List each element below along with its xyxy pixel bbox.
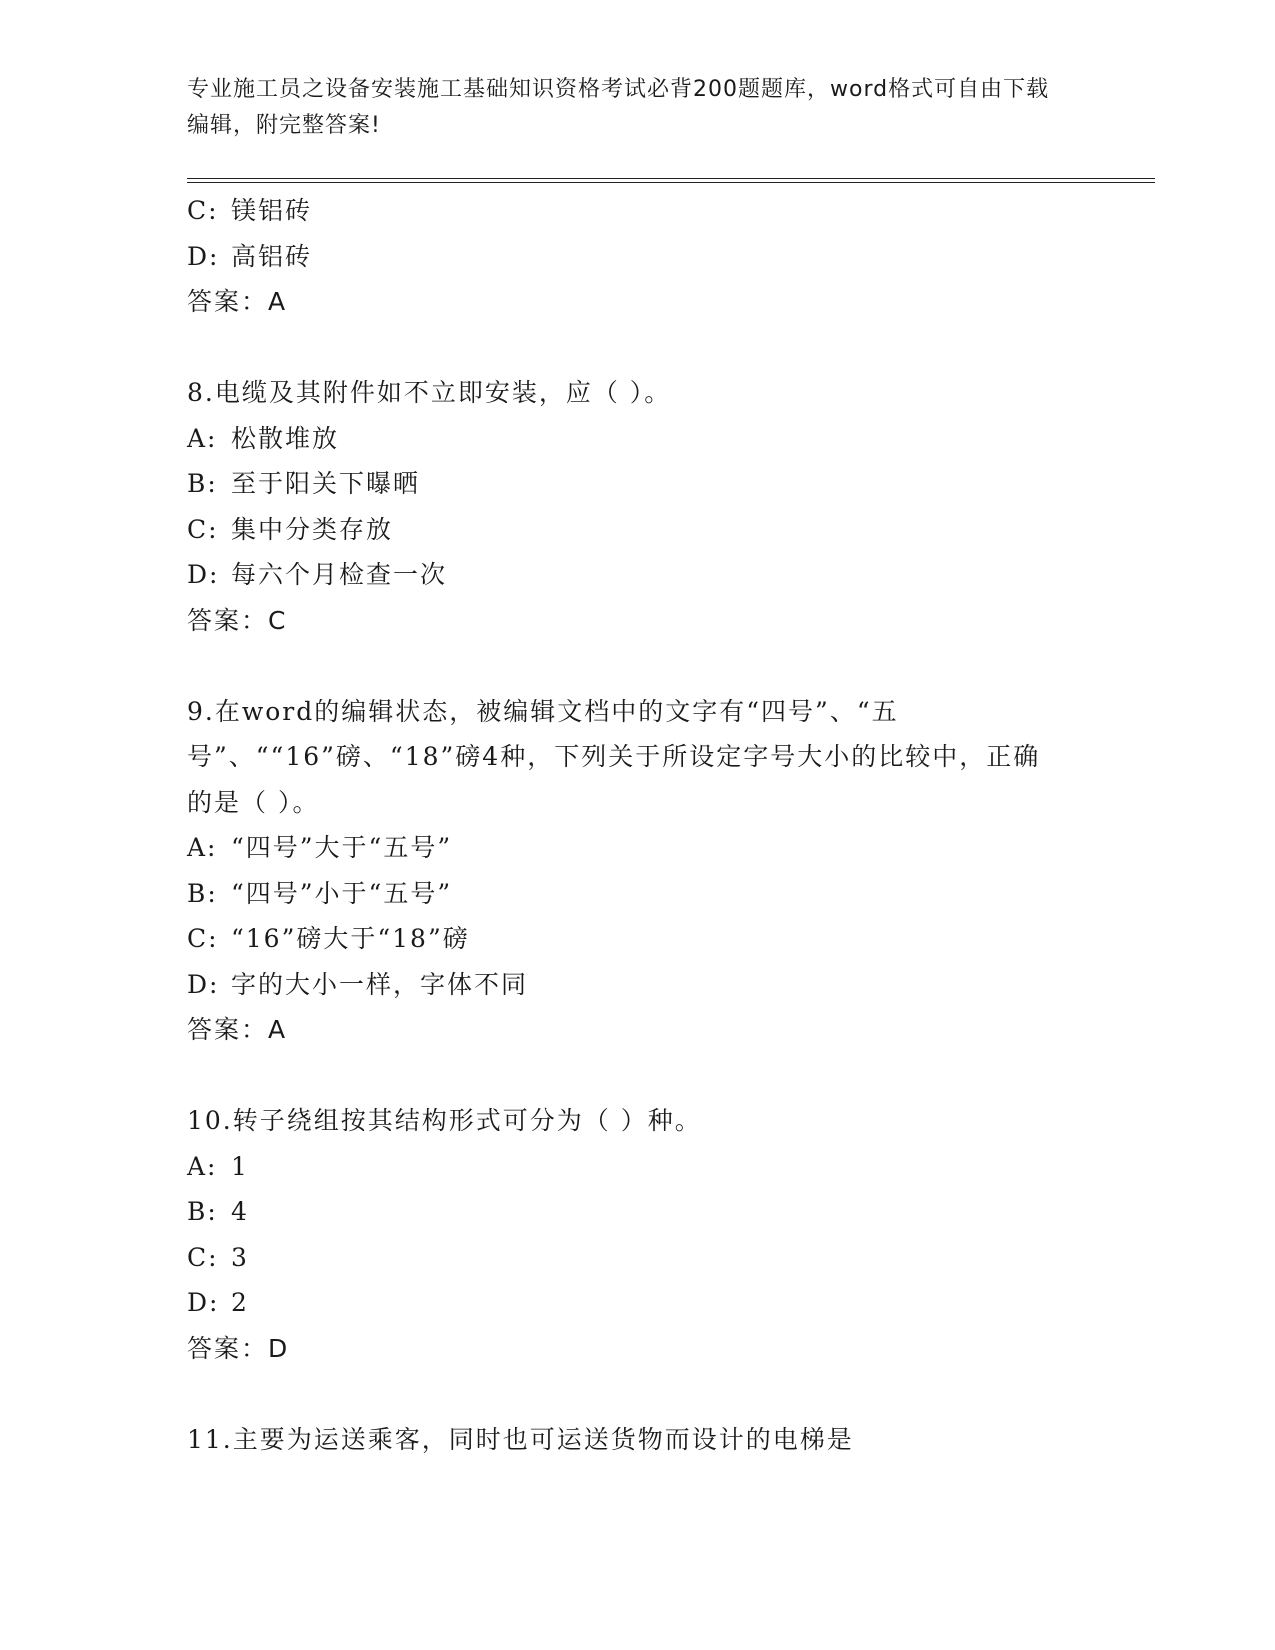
- spacer: [187, 325, 1067, 370]
- option-c: [187, 1235, 1067, 1281]
- question-stem: 11.主要为运送乘客，同时也可运送货物而设计的电梯是: [187, 1424, 854, 1454]
- option-b: [187, 871, 1067, 917]
- option-c: [187, 188, 1067, 234]
- divider-line-bottom: [187, 182, 1155, 183]
- option-letter: D:: [187, 241, 220, 271]
- option-letter: B:: [187, 1197, 218, 1226]
- question-9: [187, 689, 1067, 1054]
- option-d: [187, 552, 1067, 598]
- option-letter: C:: [187, 196, 219, 225]
- question-stem: 10.转子绕组按其结构形式可分为（ ）种。: [187, 1106, 702, 1135]
- option-letter: A:: [187, 833, 218, 862]
- answer-line: 答案：A: [187, 287, 288, 316]
- question-stem: 8.电缆及其附件如不立即安装，应（ ）。: [187, 378, 672, 407]
- header-divider: [187, 178, 1155, 184]
- option-letter: A:: [187, 423, 218, 453]
- option-c: [187, 507, 1067, 553]
- document-header: 专业施工员之设备安装施工基础知识资格考试必背200题题库，word格式可自由下载编辑，附完整答案!: [187, 77, 1050, 138]
- divider-line-top: [187, 178, 1155, 179]
- option-text: 4: [231, 1197, 249, 1226]
- option-b: [187, 461, 1067, 507]
- option-text: “四号”小于“五号”: [231, 878, 453, 908]
- option-text: “四号”大于“五号”: [231, 833, 453, 862]
- option-text: 镁铝砖: [231, 196, 313, 225]
- option-letter: D:: [187, 969, 220, 999]
- option-letter: D:: [187, 1288, 220, 1317]
- answer-line: 答案：D: [187, 1333, 290, 1363]
- option-d: [187, 234, 1067, 280]
- option-text: 至于阳关下曝晒: [231, 469, 421, 498]
- option-d: [187, 1280, 1067, 1326]
- option-text: 高铝砖: [231, 241, 313, 271]
- option-letter: B:: [187, 469, 218, 498]
- option-text: 每六个月检查一次: [231, 560, 448, 589]
- answer-line: 答案：A: [187, 1015, 288, 1044]
- option-text: “16”磅大于“18”磅: [231, 924, 470, 953]
- question-8: [187, 370, 1067, 644]
- option-c: [187, 916, 1067, 962]
- question-list: [187, 188, 1067, 1462]
- option-a: [187, 825, 1067, 871]
- question-7: [187, 188, 1067, 325]
- spacer: [187, 1372, 1067, 1417]
- question-11: [187, 1417, 1067, 1463]
- option-letter: C:: [187, 514, 219, 544]
- question-10: [187, 1098, 1067, 1372]
- option-a: [187, 416, 1067, 462]
- option-b: [187, 1189, 1067, 1235]
- option-letter: C:: [187, 1242, 219, 1272]
- option-d: [187, 962, 1067, 1008]
- option-a: [187, 1144, 1067, 1190]
- option-text: 3: [231, 1242, 249, 1272]
- option-text: 字的大小一样，字体不同: [231, 969, 529, 999]
- answer-line: 答案：C: [187, 605, 288, 635]
- option-letter: B:: [187, 878, 218, 908]
- spacer: [187, 1053, 1067, 1098]
- spacer: [187, 644, 1067, 689]
- question-stem: 9.在word的编辑状态，被编辑文档中的文字有“四号”、“五号”、““16”磅、“18”磅4种，下列关于所设定字号大小的比较中，正确的是（ ）。: [187, 696, 1041, 817]
- option-letter: C:: [187, 924, 219, 953]
- option-text: 2: [231, 1288, 249, 1317]
- option-text: 1: [231, 1151, 249, 1181]
- option-letter: A:: [187, 1151, 218, 1181]
- option-text: 松散堆放: [231, 423, 340, 453]
- option-letter: D:: [187, 560, 220, 589]
- option-text: 集中分类存放: [231, 514, 394, 544]
